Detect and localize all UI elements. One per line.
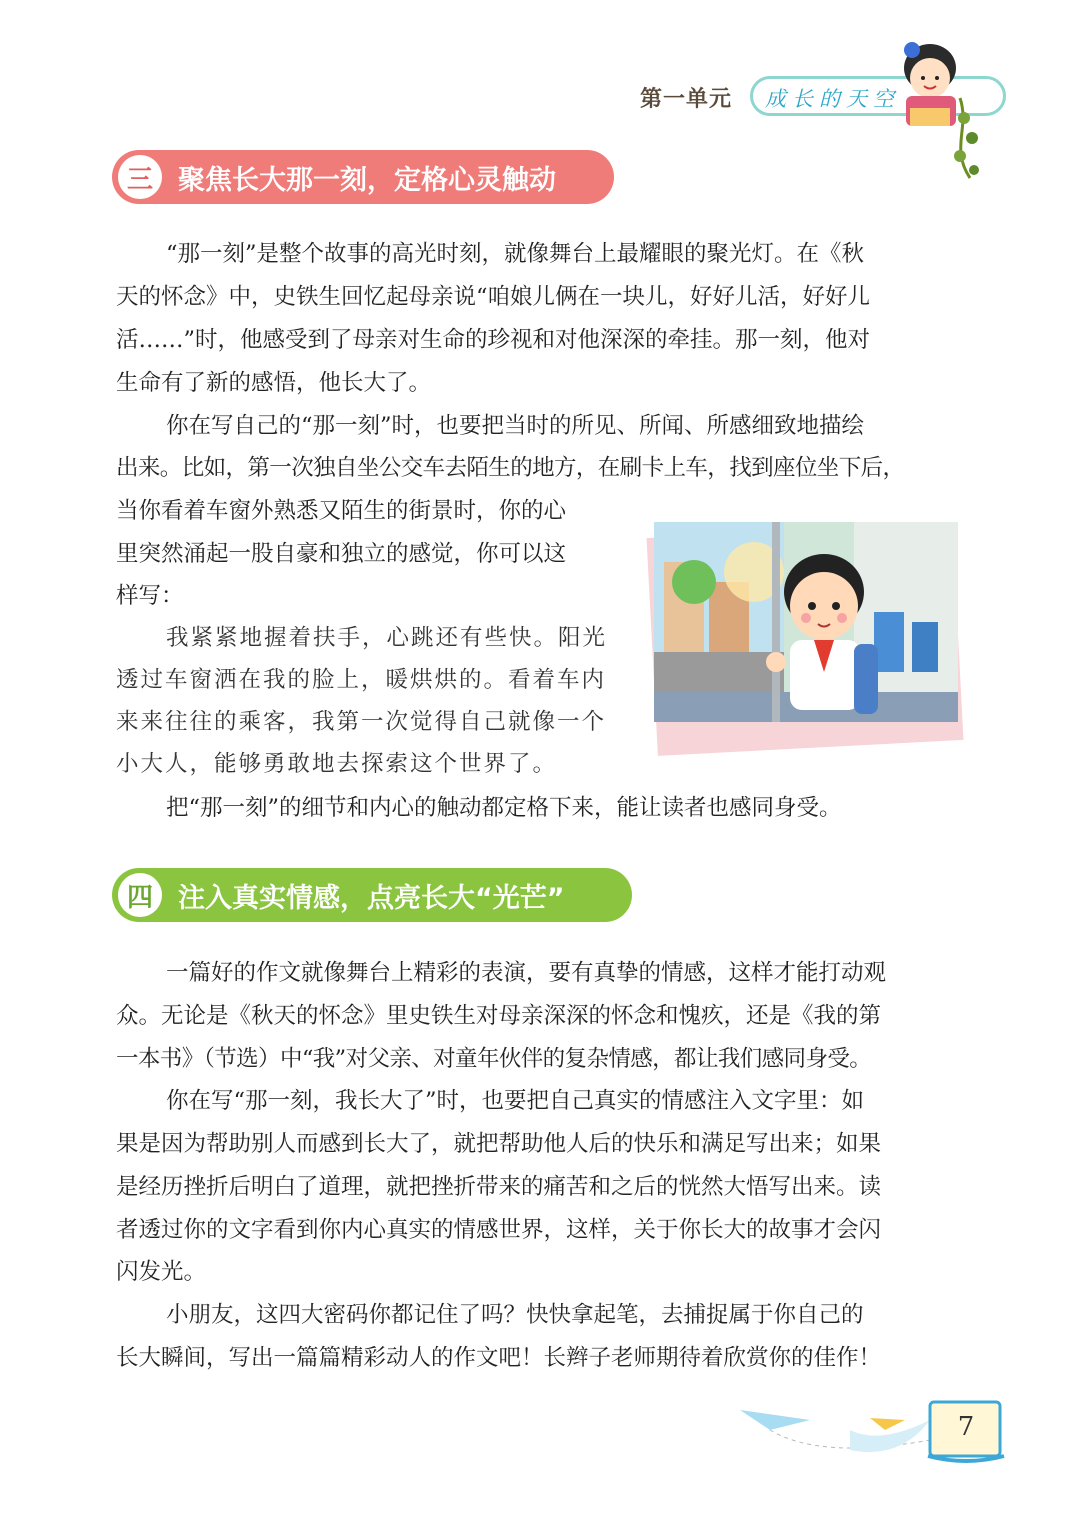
paper-plane-icon xyxy=(730,1390,940,1480)
paragraph-line: 天的怀念》中，史铁生回忆起母亲说“咱娘儿俩在一块儿，好好儿活，好好儿 xyxy=(116,284,871,310)
paragraph-line: 样写： xyxy=(116,583,184,609)
paragraph-line: 出来。比如，第一次独自坐公交车去陌生的地方，在刷卡上车，找到座位坐下后， xyxy=(116,455,905,481)
paragraph-line: 小朋友，这四大密码你都记住了吗？快快拿起笔，去捕捉属于你自己的 xyxy=(166,1302,864,1328)
section-number: 三 xyxy=(118,155,162,199)
paragraph-line: 你在写自己的“那一刻”时，也要把当时的所见、所闻、所感细致地描绘 xyxy=(166,413,865,439)
section-heading-3 xyxy=(112,150,614,204)
paragraph-line: “那一刻”是整个故事的高光时刻，就像舞台上最耀眼的聚光灯。在《秋 xyxy=(166,241,865,267)
paragraph-line: 果是因为帮助别人而感到长大了，就把帮助他人后的快乐和满足写出来；如果 xyxy=(116,1131,882,1157)
paragraph-line: 里突然涌起一股自豪和独立的感觉，你可以这 xyxy=(116,541,567,567)
paragraph-line: 众。无论是《秋天的怀念》里史铁生对母亲深深的怀念和愧疚，还是《我的第 xyxy=(116,1003,882,1029)
paragraph-line: 一篇好的作文就像舞台上精彩的表演，要有真挚的情感，这样才能打动观 xyxy=(166,960,887,986)
example-line: 小大人，能够勇敢地去探索这个世界了。 xyxy=(116,751,558,777)
example-line: 来来往往的乘客，我第一次觉得自己就像一个 xyxy=(116,709,607,735)
unit-title: 成长的天空 xyxy=(765,87,900,111)
paragraph-line: 闪发光。 xyxy=(116,1259,207,1285)
section-heading-4 xyxy=(112,868,632,922)
paragraph-line: 是经历挫折后明白了道理，就把挫折带来的痛苦和之后的恍然大悟写出来。读 xyxy=(116,1174,882,1200)
section-number: 四 xyxy=(118,873,162,917)
example-line: 透过车窗洒在我的脸上，暖烘烘的。看着车内 xyxy=(116,667,607,693)
example-line: 我紧紧地握着扶手，心跳还有些快。阳光 xyxy=(166,625,608,651)
paragraph-line: 者透过你的文字看到你内心真实的情感世界，这样，关于你长大的故事才会闪 xyxy=(116,1217,882,1243)
girl-reading-mascot-icon xyxy=(890,38,1020,188)
section-title: 聚焦长大那一刻，定格心灵触动 xyxy=(178,164,556,196)
paragraph-line: 把“那一刻”的细节和内心的触动都定格下来，能让读者也感同身受。 xyxy=(166,795,842,821)
paragraph-line: 一本书》（节选）中“我”对父亲、对童年伙伴的复杂情感，都让我们感同身受。 xyxy=(116,1046,872,1072)
paragraph-line: 活……”时，他感受到了母亲对生命的珍视和对他深深的牵挂。那一刻，他对 xyxy=(116,327,871,353)
paragraph-line: 长大瞬间，写出一篇篇精彩动人的作文吧！长辫子老师期待着欣赏你的佳作！ xyxy=(116,1345,882,1371)
boy-on-bus-illustration xyxy=(654,522,958,722)
paragraph-line: 当你看着车窗外熟悉又陌生的街景时，你的心 xyxy=(116,498,567,524)
section-title: 注入真实情感，点亮长大“光芒” xyxy=(178,882,565,914)
paragraph-line: 生命有了新的感悟，他长大了。 xyxy=(116,370,432,396)
page-number: 7 xyxy=(957,1412,975,1442)
unit-label: 第一单元 xyxy=(640,87,733,112)
page-number-book xyxy=(932,1396,1004,1456)
paragraph-line: 你在写“那一刻，我长大了”时，也要把自己真实的情感注入文字里：如 xyxy=(166,1088,865,1114)
